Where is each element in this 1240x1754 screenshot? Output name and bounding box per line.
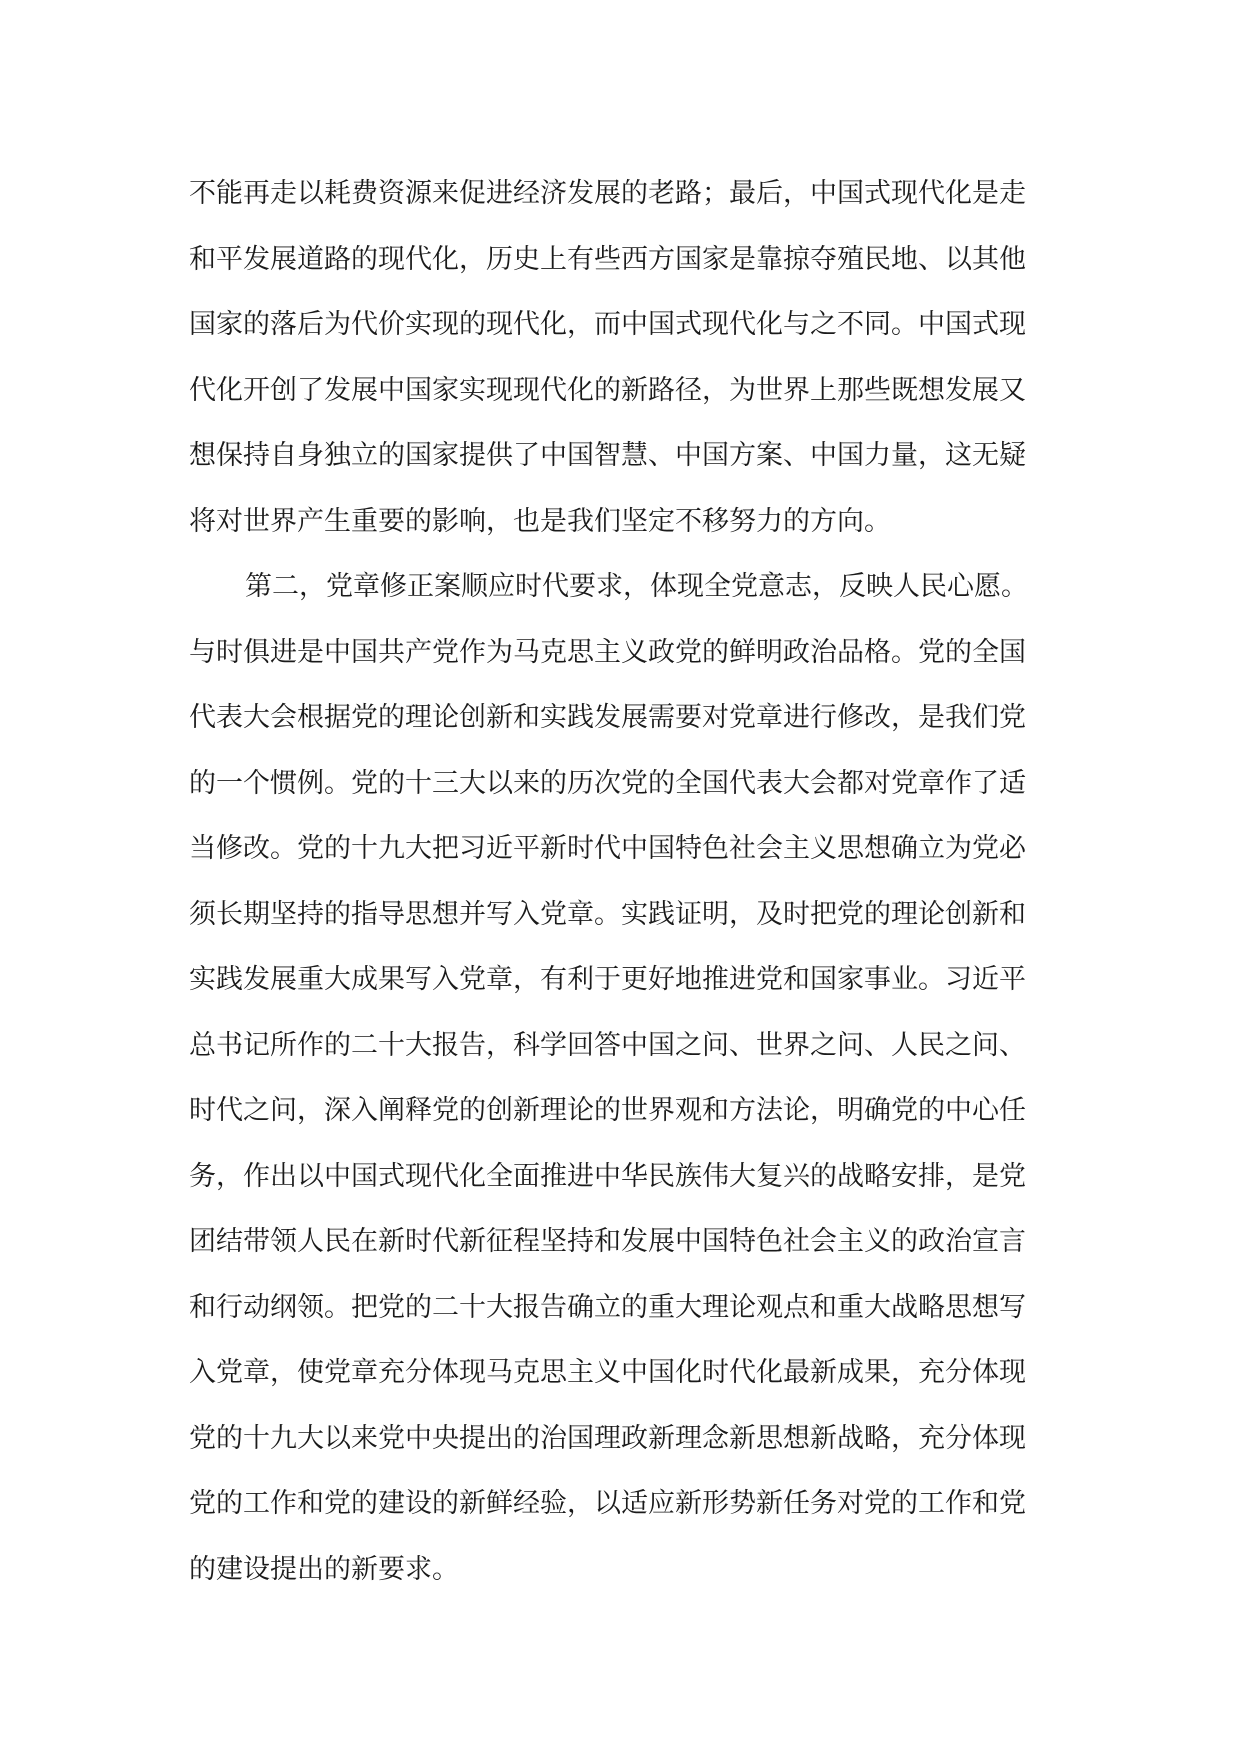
body-text (189, 172, 1049, 1613)
text-line: 实践发展重大成果写入党章，有利于更好地推进党和国家事业。习近平 (189, 964, 1026, 995)
text-line: 的建设提出的新要求。 (189, 1553, 459, 1585)
text-line: 和平发展道路的现代化，历史上有些西方国家是靠掠夺殖民地、以其他 (189, 243, 1026, 275)
text-line: 当修改。党的十九大把习近平新时代中国特色社会主义思想确立为党必 (189, 833, 1026, 864)
text-line: 将对世界产生重要的影响，也是我们坚定不移努力的方向。 (189, 505, 891, 537)
text-line: 团结带领人民在新时代新征程坚持和发展中国特色社会主义的政治宣言 (189, 1226, 1026, 1257)
text-line: 和行动纲领。把党的二十大报告确立的重大理论观点和重大战略思想写 (189, 1291, 1026, 1323)
text-line: 党的十九大以来党中央提出的治国理政新理念新思想新战略，充分体现 (189, 1422, 1026, 1454)
text-line: 入党章，使党章充分体现马克思主义中国化时代化最新成果，充分体现 (189, 1357, 1026, 1388)
text-line: 不能再走以耗费资源来促进经济发展的老路；最后，中国式现代化是走 (189, 178, 1026, 209)
text-line: 时代之问，深入阐释党的创新理论的世界观和方法论，明确党的中心任 (189, 1095, 1026, 1126)
text-line: 想保持自身独立的国家提供了中国智慧、中国方案、中国力量，这无疑 (189, 440, 1026, 471)
paragraph-start-line: 第二，党章修正案顺应时代要求，体现全党意志，反映人民心愿。 (245, 571, 1028, 602)
text-line: 须长期坚持的指导思想并写入党章。实践证明，及时把党的理论创新和 (189, 898, 1026, 930)
text-line: 代表大会根据党的理论创新和实践发展需要对党章进行修改，是我们党 (189, 702, 1026, 733)
text-line: 国家的落后为代价实现的现代化，而中国式现代化与之不同。中国式现 (189, 309, 1026, 340)
text-line: 务，作出以中国式现代化全面推进中华民族伟大复兴的战略安排，是党 (189, 1160, 1026, 1192)
text-line: 总书记所作的二十大报告，科学回答中国之问、世界之问、人民之问、 (189, 1029, 1026, 1061)
text-line: 代化开创了发展中国家实现现代化的新路径，为世界上那些既想发展又 (189, 374, 1026, 406)
text-line: 的一个惯例。党的十三大以来的历次党的全国代表大会都对党章作了适 (189, 767, 1026, 799)
text-line: 与时俱进是中国共产党作为马克思主义政党的鲜明政治品格。党的全国 (189, 636, 1026, 668)
text-line: 党的工作和党的建设的新鲜经验，以适应新形势新任务对党的工作和党 (189, 1488, 1026, 1519)
